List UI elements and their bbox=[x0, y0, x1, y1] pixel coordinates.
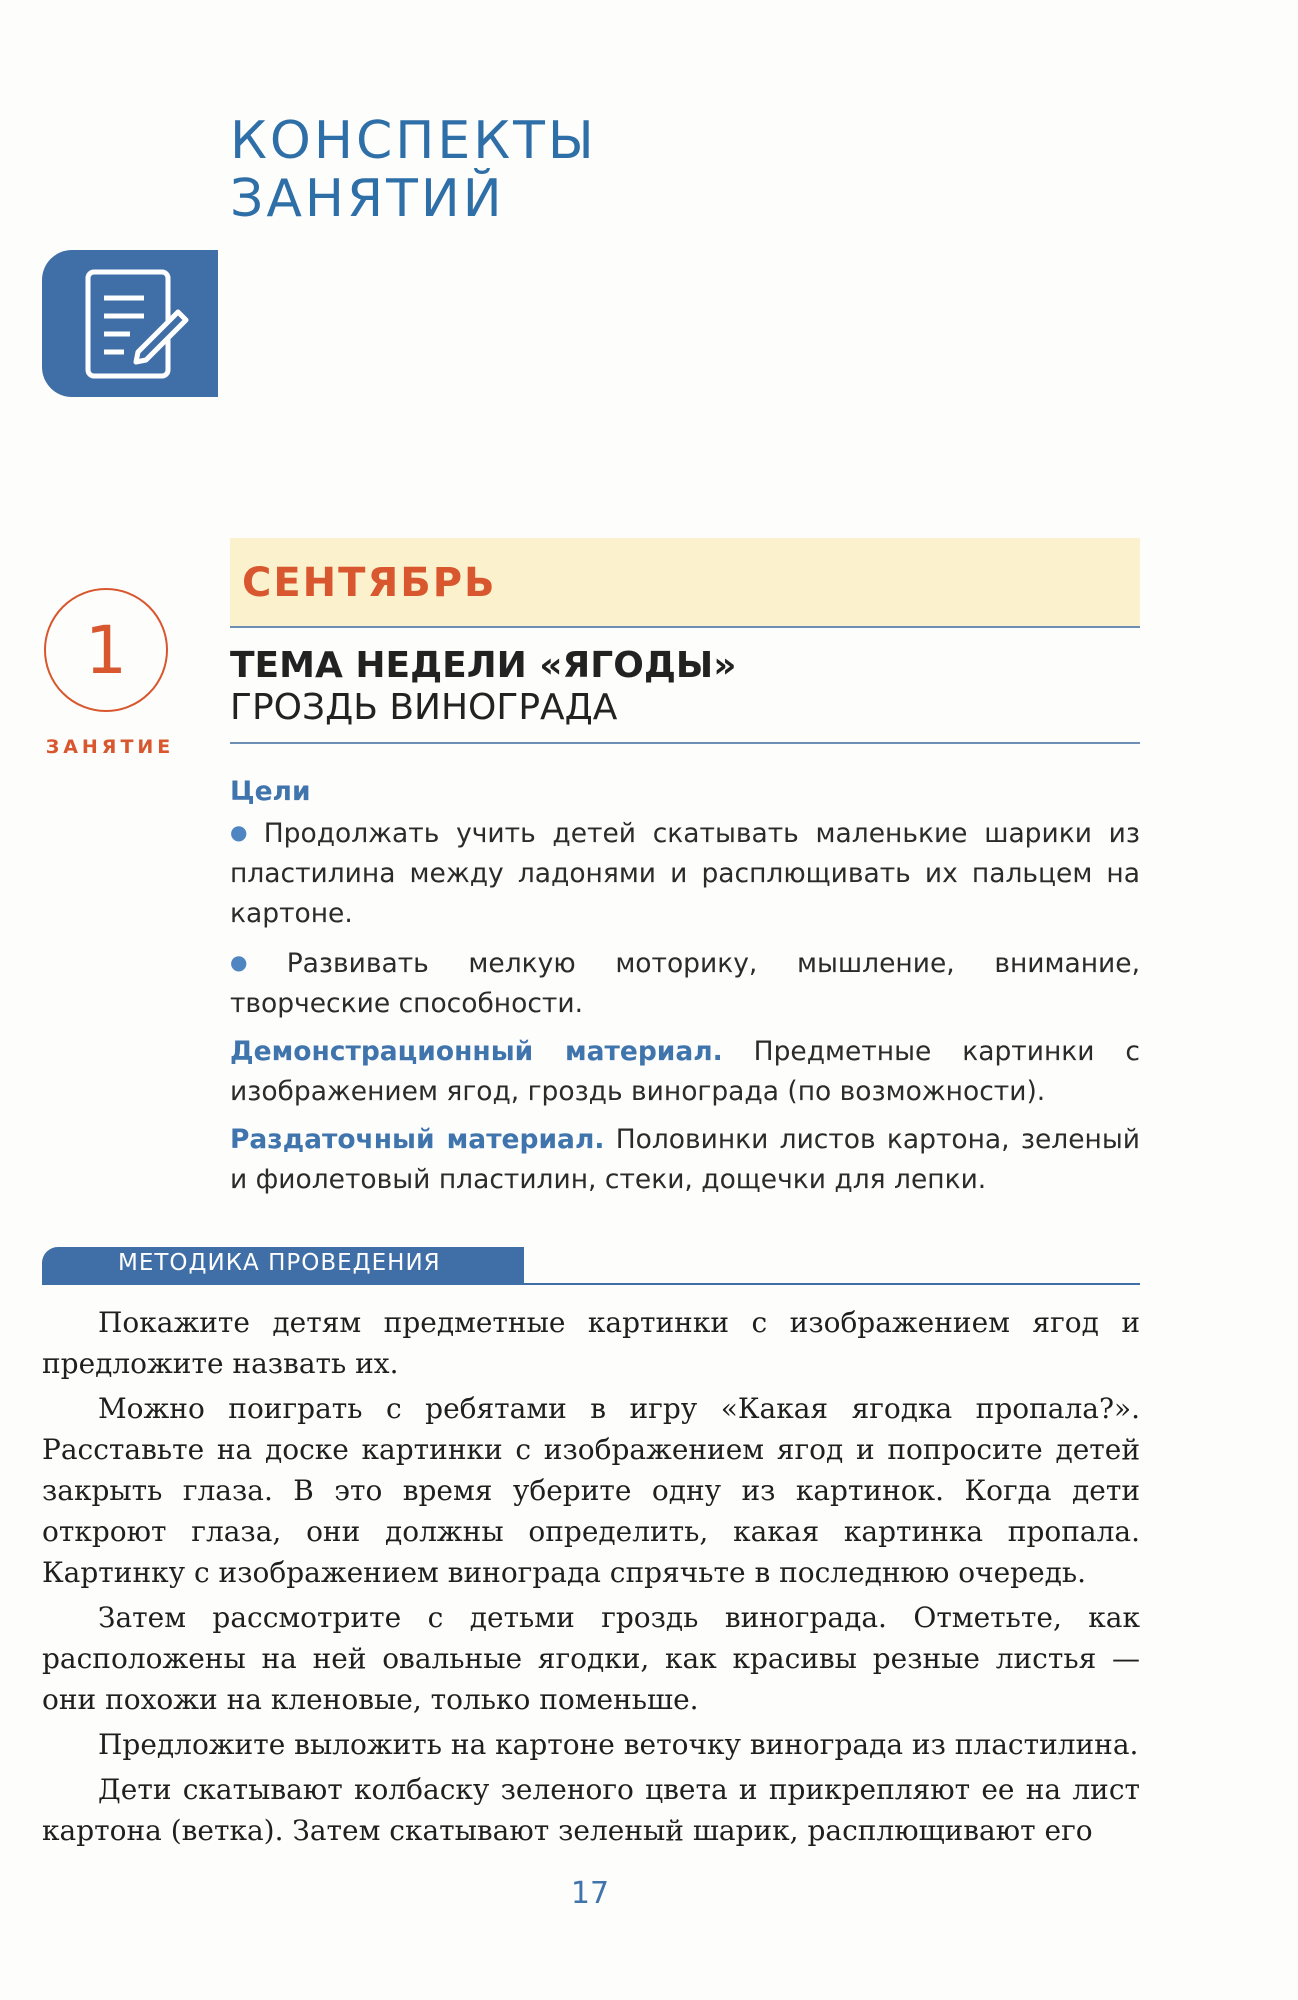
handout-material-label: Раздаточный материал. bbox=[230, 1124, 605, 1155]
notes-pencil-icon bbox=[82, 266, 192, 382]
goal-item: ● Продолжать учить детей скатывать маленькие шарики из пластилина между ладонями и расплющивать их пальцем на картоне. bbox=[230, 818, 1140, 929]
bullet-icon: ● bbox=[230, 950, 279, 974]
demo-material-text: Предметные картинки с изображением ягод, гроздь винограда (по возможности). bbox=[230, 1036, 1140, 1107]
topic-heading bbox=[230, 645, 736, 729]
bullet-icon: ● bbox=[230, 820, 256, 844]
method-paragraph: Покажите детям предметные картинки с изображением ягод и предложите назвать их. bbox=[42, 1306, 1140, 1380]
month-label: СЕНТЯБРЬ bbox=[242, 560, 497, 606]
method-divider bbox=[524, 1283, 1140, 1285]
method-paragraph: Затем рассмотрите с детьми гроздь винограда. Отметьте, как расположены на ней овальные ягодки, как красивы резные листья — они похожи на кленовые, только поменьше. bbox=[42, 1601, 1140, 1716]
topic-week: ТЕМА НЕДЕЛИ «ЯГОДЫ» bbox=[230, 645, 737, 686]
method-heading: МЕТОДИКА ПРОВЕДЕНИЯ bbox=[118, 1250, 441, 1276]
divider bbox=[230, 742, 1140, 744]
demo-material-label: Демонстрационный материал. bbox=[230, 1036, 723, 1067]
method-paragraph: Дети скатывают колбаску зеленого цвета и прикрепляют ее на лист картона (ветка). Затем скатывают зеленый шарик, расплющивают его bbox=[42, 1773, 1140, 1847]
demo-material bbox=[230, 1032, 1140, 1112]
section-title bbox=[230, 112, 597, 228]
lesson-number-badge: 1 bbox=[44, 588, 168, 712]
goal-item: ● Развивать мелкую моторику, мышление, внимание, творческие способности. bbox=[230, 948, 1141, 1019]
method-paragraph: Предложите выложить на картоне веточку винограда из пластилина. bbox=[98, 1728, 1139, 1761]
notes-tile bbox=[42, 250, 218, 397]
method-paragraph: Можно поиграть с ребятами в игру «Какая ягодка пропала?». Расставьте на доске картинки с изображением ягод и попросите детей закрыть глаза. В это время уберите одну из картинок. Когда дети откроют глаза, они должны определить, какая картинка пропала. Картинку с изображением винограда спрячьте в последнюю очередь. bbox=[42, 1392, 1140, 1589]
divider bbox=[230, 626, 1140, 628]
section-title-line2: ЗАНЯТИЙ bbox=[230, 169, 505, 229]
handout-material bbox=[230, 1120, 1140, 1200]
lesson-label: ЗАНЯТИЕ bbox=[45, 736, 175, 758]
section-title-line1: КОНСПЕКТЫ bbox=[230, 111, 597, 171]
handout-material-text: Половинки листов картона, зеленый и фиолетовый пластилин, стеки, дощечки для лепки. bbox=[230, 1124, 1140, 1195]
goals-block bbox=[230, 772, 1140, 1200]
page-number: 17 bbox=[570, 1876, 610, 1911]
goals-heading: Цели bbox=[230, 776, 311, 807]
method-body bbox=[42, 1302, 1140, 1855]
topic-lesson-title: ГРОЗДЬ ВИНОГРАДА bbox=[230, 687, 618, 728]
